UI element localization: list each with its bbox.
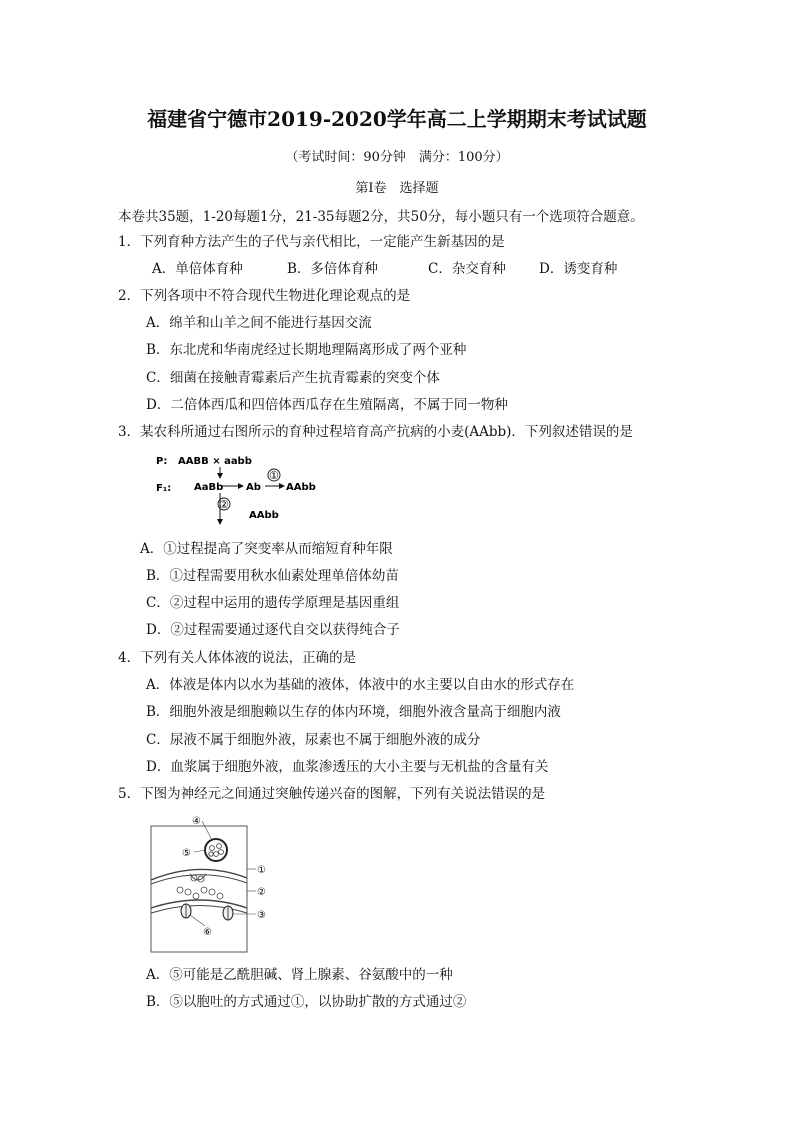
question-2-option-a: A．绵羊和山羊之间不能进行基因交流 <box>146 315 372 331</box>
breeding-diagram <box>150 448 340 528</box>
parent-cross: AABB × aabb <box>178 456 252 467</box>
label-5: ⑤ <box>182 848 191 859</box>
label-3: ③ <box>257 910 266 921</box>
question-3-option-c: C．②过程中运用的遗传学原理是基因重组 <box>146 595 400 611</box>
question-2-stem: 2．下列各项中不符合现代生物进化理论观点的是 <box>118 288 411 304</box>
synaptic-vesicle <box>205 839 227 861</box>
cleft-transmitter <box>185 889 191 895</box>
question-1-option-c: C．杂交育种 <box>428 261 506 277</box>
step-2-label: ② <box>219 498 229 511</box>
instructions: 本卷共35题，1-20每题1分，21-35每题2分，共50分，每小题只有一个选项符合题意。 <box>118 209 644 225</box>
figure-frame <box>151 826 247 952</box>
question-2-option-c: C．细菌在接触青霉素后产生抗青霉素的突变个体 <box>146 370 440 386</box>
question-3-option-b: B．①过程需要用秋水仙素处理单倍体幼苗 <box>146 568 399 584</box>
cleft-transmitter <box>217 893 223 899</box>
question-5-stem: 5．下图为神经元之间通过突触传递兴奋的图解，下列有关说法错误的是 <box>118 786 546 802</box>
question-5-option-a: A．⑤可能是乙酰胆碱、肾上腺素、谷氨酸中的一种 <box>146 967 453 983</box>
question-1-option-a: A．单倍体育种 <box>152 261 243 277</box>
haploid-genotype: Ab <box>246 482 261 493</box>
question-2-option-d: D．二倍体西瓜和四倍体西瓜存在生殖隔离，不属于同一物种 <box>146 397 508 413</box>
cleft-transmitter <box>201 887 207 893</box>
question-4-stem: 4．下列有关人体体液的说法，正确的是 <box>118 650 357 666</box>
p-label: P: <box>156 456 168 467</box>
question-3-option-d: D．②过程需要通过逐代自交以获得纯合子 <box>146 622 400 638</box>
synapse-diagram <box>150 812 275 954</box>
question-1-option-b: B．多倍体育种 <box>287 261 378 277</box>
cleft-transmitter <box>193 893 199 899</box>
question-4-option-d: D．血浆属于细胞外液，血浆渗透压的大小主要与无机盐的含量有关 <box>146 759 549 775</box>
presynaptic-membrane <box>151 875 247 884</box>
page-title: 福建省宁德市2019-2020学年高二上学期期末考试试题 <box>147 107 647 131</box>
question-2-option-b: B．东北虎和华南虎经过长期地理隔离形成了两个亚种 <box>146 342 467 358</box>
product-1-genotype: AAbb <box>286 482 316 493</box>
label-1: ① <box>257 865 266 876</box>
step-1-label: ① <box>269 469 279 482</box>
question-4-option-b: B．细胞外液是细胞赖以生存的体内环境，细胞外液含量高于细胞内液 <box>146 704 561 720</box>
exam-info: （考试时间：90分钟 满分：100分） <box>285 150 509 165</box>
question-1-stem: 1．下列育种方法产生的子代与亲代相比，一定能产生新基因的是 <box>118 234 505 250</box>
question-5-option-b: B．⑤以胞吐的方式通过①，以协助扩散的方式通过② <box>146 994 467 1010</box>
cleft-transmitter <box>177 887 183 893</box>
question-4-option-c: C．尿液不属于细胞外液，尿素也不属于细胞外液的成分 <box>146 732 481 748</box>
question-4-option-a: A．体液是体内以水为基础的液体，体液中的水主要以自由水的形式存在 <box>146 677 575 693</box>
section-heading: 第Ⅰ卷 选择题 <box>355 181 439 196</box>
label-6-leader <box>190 915 205 926</box>
f1-label: F₁: <box>156 483 172 494</box>
label-4: ④ <box>192 816 201 827</box>
label-4-leader <box>202 821 212 840</box>
postsynaptic-membrane <box>151 900 247 908</box>
f1-genotype: AaBb <box>194 482 224 493</box>
product-2-genotype: AAbb <box>249 510 279 521</box>
cleft-transmitter <box>209 889 215 895</box>
question-1-option-d: D．诱变育种 <box>539 261 618 277</box>
question-3-option-a: A．①过程提高了突变率从而缩短育种年限 <box>140 541 393 557</box>
label-6: ⑥ <box>203 927 212 938</box>
label-2: ② <box>257 887 266 898</box>
question-3-stem: 3．某农科所通过右图所示的育种过程培育高产抗病的小麦(AAbb)．下列叙述错误的是 <box>118 424 633 440</box>
